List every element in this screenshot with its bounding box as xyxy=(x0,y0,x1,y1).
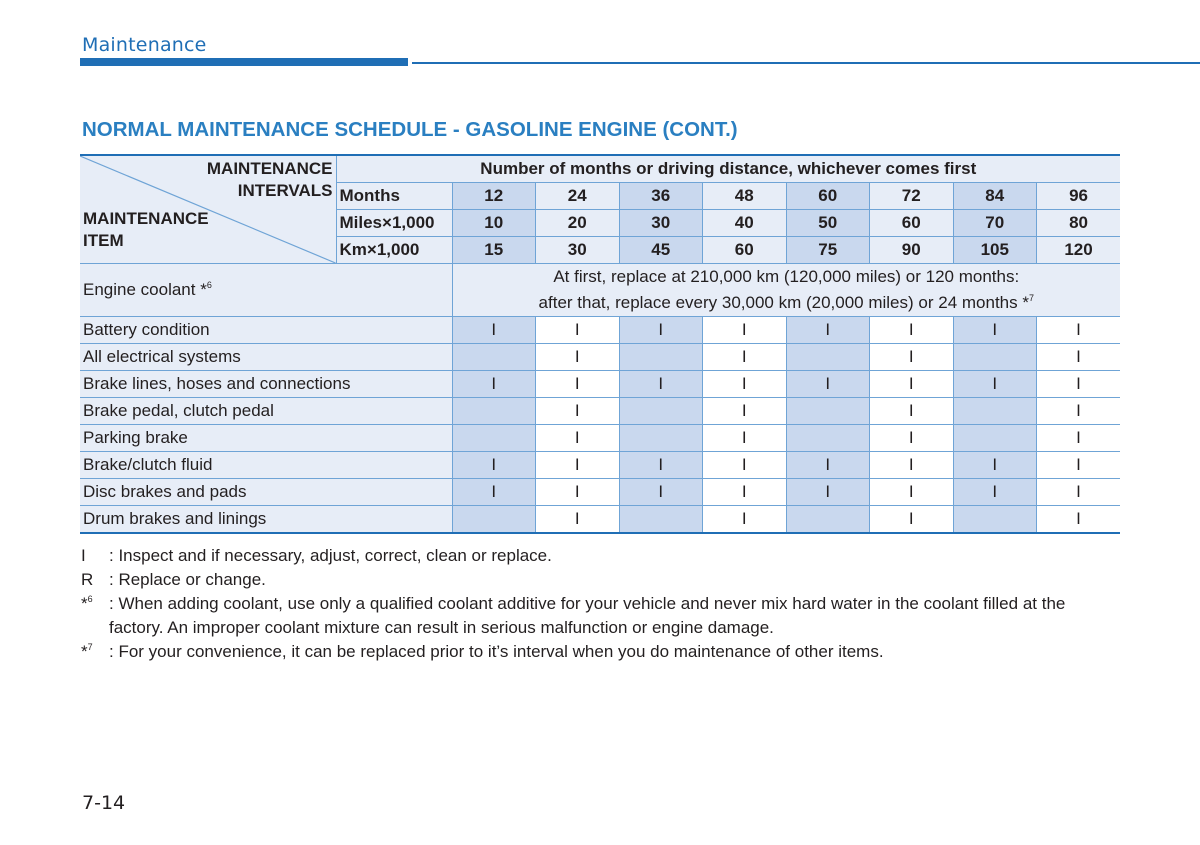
item-name-text: Engine coolant * xyxy=(83,280,207,299)
interval-value: 80 xyxy=(1037,210,1121,237)
interval-label: Km×1,000 xyxy=(336,237,452,264)
interval-value: 12 xyxy=(452,183,536,210)
schedule-mark: I xyxy=(452,452,536,479)
schedule-mark: I xyxy=(870,371,954,398)
corner-item-label: MAINTENANCE ITEM xyxy=(83,209,209,250)
table-row xyxy=(80,317,1120,344)
interval-value: 60 xyxy=(870,210,954,237)
schedule-mark: I xyxy=(1037,506,1121,534)
schedule-mark xyxy=(452,344,536,371)
interval-value: 24 xyxy=(536,183,620,210)
footnotes xyxy=(81,544,1121,664)
schedule-mark: I xyxy=(703,506,787,534)
interval-value: 10 xyxy=(452,210,536,237)
schedule-mark: I xyxy=(536,317,620,344)
interval-value: 40 xyxy=(703,210,787,237)
interval-label: Miles×1,000 xyxy=(336,210,452,237)
schedule-mark xyxy=(619,398,703,425)
schedule-mark: I xyxy=(536,425,620,452)
schedule-mark: I xyxy=(536,344,620,371)
interval-value: 72 xyxy=(870,183,954,210)
coolant-interval-note xyxy=(452,264,1120,317)
table-row xyxy=(80,479,1120,506)
schedule-mark: I xyxy=(703,452,787,479)
schedule-mark xyxy=(953,398,1037,425)
interval-value: 105 xyxy=(953,237,1037,264)
schedule-mark: I xyxy=(870,452,954,479)
item-name: Drum brakes and linings xyxy=(80,506,452,534)
interval-label: Months xyxy=(336,183,452,210)
table-row xyxy=(80,344,1120,371)
schedule-mark xyxy=(619,425,703,452)
item-name: All electrical systems xyxy=(80,344,452,371)
interval-value: 30 xyxy=(619,210,703,237)
table-row xyxy=(80,398,1120,425)
footnote-ref: 7 xyxy=(1028,293,1034,303)
schedule-mark: I xyxy=(953,371,1037,398)
footnote xyxy=(81,592,1121,640)
interval-heading: Number of months or driving distance, whichever comes first xyxy=(336,155,1120,183)
header-rule-thick xyxy=(80,58,408,66)
schedule-mark: I xyxy=(452,371,536,398)
footnote-text: : Inspect and if necessary, adjust, correct, clean or replace. xyxy=(109,546,552,565)
item-name: Parking brake xyxy=(80,425,452,452)
schedule-mark xyxy=(452,506,536,534)
header-row-heading xyxy=(80,155,1120,183)
schedule-mark: I xyxy=(1037,479,1121,506)
schedule-mark: I xyxy=(786,452,870,479)
schedule-mark: I xyxy=(1037,317,1121,344)
schedule-mark: I xyxy=(536,452,620,479)
footnote-text: : When adding coolant, use only a qualified coolant additive for your vehicle and never mix hard water in the coolant filled at the factory. An improper coolant mixture can result in serious malfunction or engine damage. xyxy=(109,594,1066,637)
interval-value: 84 xyxy=(953,183,1037,210)
schedule-mark: I xyxy=(870,425,954,452)
schedule-mark: I xyxy=(703,425,787,452)
schedule-mark: I xyxy=(1037,371,1121,398)
schedule-mark: I xyxy=(452,479,536,506)
schedule-mark xyxy=(786,506,870,534)
schedule-mark: I xyxy=(870,506,954,534)
schedule-mark xyxy=(452,425,536,452)
maintenance-schedule-table xyxy=(80,154,1120,534)
page-number: 7-14 xyxy=(82,792,126,814)
interval-value: 75 xyxy=(786,237,870,264)
schedule-mark: I xyxy=(703,317,787,344)
schedule-mark xyxy=(452,398,536,425)
footnote xyxy=(81,568,1121,592)
item-name: Brake pedal, clutch pedal xyxy=(80,398,452,425)
schedule-mark: I xyxy=(870,317,954,344)
schedule-mark: I xyxy=(703,371,787,398)
schedule-mark xyxy=(619,344,703,371)
schedule-mark: I xyxy=(1037,344,1121,371)
schedule-mark: I xyxy=(870,344,954,371)
header-rule-thin xyxy=(412,62,1200,64)
item-name: Brake lines, hoses and connections xyxy=(80,371,452,398)
footnote-text: : Replace or change. xyxy=(109,570,266,589)
interval-value: 36 xyxy=(619,183,703,210)
interval-value: 45 xyxy=(619,237,703,264)
page-title: NORMAL MAINTENANCE SCHEDULE - GASOLINE ENGINE (CONT.) xyxy=(82,118,738,141)
table-row xyxy=(80,506,1120,534)
coolant-note-line: At first, replace at 210,000 km (120,000 miles) or 120 months: xyxy=(553,267,1020,286)
table-row xyxy=(80,371,1120,398)
footnote-key: *$^6$ xyxy=(81,594,93,613)
schedule-mark: I xyxy=(703,398,787,425)
footnote-key: *$^7$ xyxy=(81,642,93,661)
schedule-mark xyxy=(953,425,1037,452)
schedule-mark: I xyxy=(619,452,703,479)
schedule-mark: I xyxy=(703,479,787,506)
schedule-mark: I xyxy=(703,344,787,371)
interval-value: 20 xyxy=(536,210,620,237)
schedule-mark: I xyxy=(786,317,870,344)
section-label: Maintenance xyxy=(82,34,207,56)
interval-value: 60 xyxy=(703,237,787,264)
schedule-mark: I xyxy=(536,398,620,425)
schedule-mark: I xyxy=(870,479,954,506)
interval-value: 15 xyxy=(452,237,536,264)
schedule-mark xyxy=(953,506,1037,534)
schedule-mark: I xyxy=(786,479,870,506)
schedule-mark xyxy=(786,344,870,371)
interval-value: 30 xyxy=(536,237,620,264)
schedule-mark: I xyxy=(536,479,620,506)
table-row xyxy=(80,452,1120,479)
interval-value: 90 xyxy=(870,237,954,264)
schedule-mark xyxy=(619,506,703,534)
footnote-ref: 6 xyxy=(206,280,212,290)
schedule-mark: I xyxy=(1037,425,1121,452)
schedule-mark: I xyxy=(1037,452,1121,479)
corner-header-cell xyxy=(80,155,336,264)
interval-value: 48 xyxy=(703,183,787,210)
item-name xyxy=(80,264,452,317)
interval-value: 50 xyxy=(786,210,870,237)
interval-value: 70 xyxy=(953,210,1037,237)
footnote xyxy=(81,544,1121,568)
interval-value: 120 xyxy=(1037,237,1121,264)
item-name: Brake/clutch fluid xyxy=(80,452,452,479)
schedule-mark: I xyxy=(870,398,954,425)
corner-intervals-label: MAINTENANCE INTERVALS xyxy=(206,159,333,200)
footnote xyxy=(81,640,1121,664)
schedule-mark: I xyxy=(786,371,870,398)
schedule-mark: I xyxy=(536,506,620,534)
coolant-note-line: after that, replace every 30,000 km (20,000 miles) or 24 months *$^7$ xyxy=(538,293,1034,312)
item-name: Disc brakes and pads xyxy=(80,479,452,506)
schedule-mark: I xyxy=(619,479,703,506)
footnote-key: I xyxy=(81,546,86,565)
footnote-text: : For your convenience, it can be replaced prior to it’s interval when you do maintenance of other items. xyxy=(109,642,884,661)
schedule-mark: I xyxy=(1037,398,1121,425)
schedule-mark: I xyxy=(536,371,620,398)
schedule-mark: I xyxy=(452,317,536,344)
schedule-mark: I xyxy=(953,452,1037,479)
table-row-engine-coolant xyxy=(80,264,1120,317)
schedule-mark xyxy=(953,344,1037,371)
item-name: Battery condition xyxy=(80,317,452,344)
table-row xyxy=(80,425,1120,452)
footnote-key: R xyxy=(81,570,94,589)
schedule-mark: I xyxy=(619,371,703,398)
interval-value: 96 xyxy=(1037,183,1121,210)
schedule-mark: I xyxy=(619,317,703,344)
schedule-mark: I xyxy=(953,317,1037,344)
schedule-mark: I xyxy=(953,479,1037,506)
schedule-mark xyxy=(786,398,870,425)
interval-value: 60 xyxy=(786,183,870,210)
schedule-mark xyxy=(786,425,870,452)
